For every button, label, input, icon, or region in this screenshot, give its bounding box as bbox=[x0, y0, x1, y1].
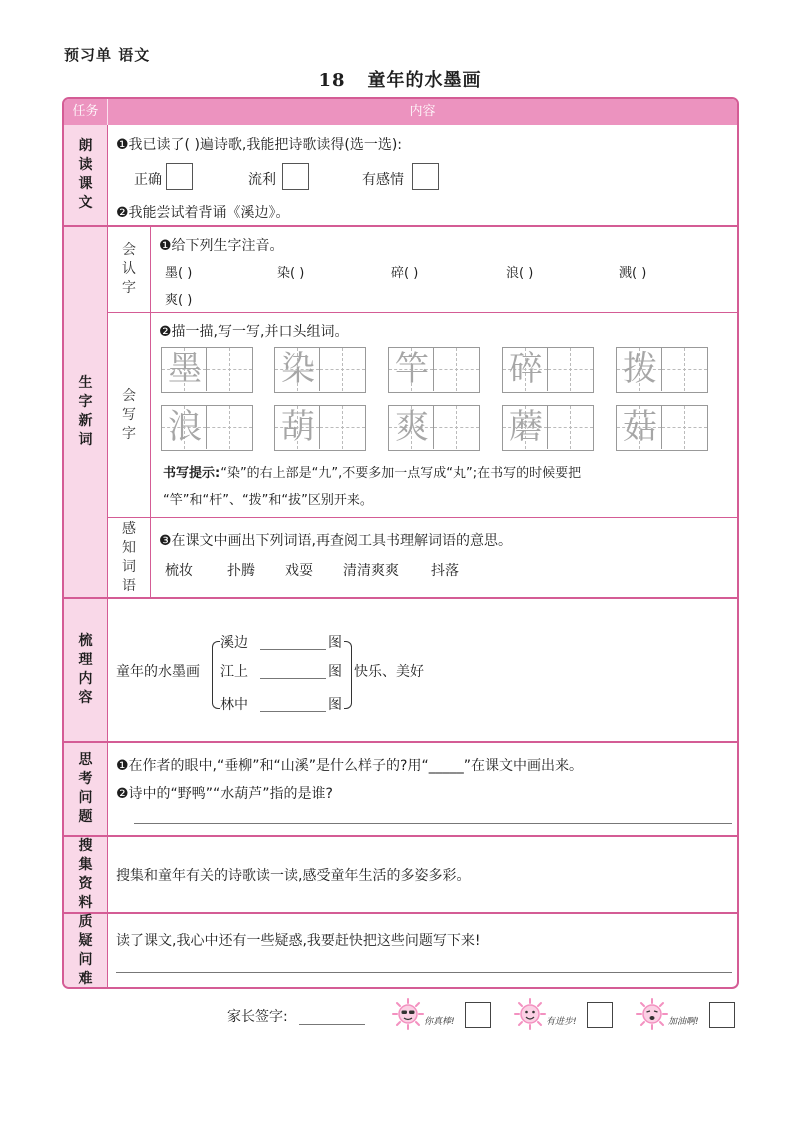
writing-grid[interactable] bbox=[274, 405, 366, 451]
outline-branch-suffix: 图 bbox=[328, 664, 342, 680]
outline-label: 梳理内容 bbox=[78, 633, 93, 706]
write-label: 会写字 bbox=[122, 387, 136, 442]
outline-section bbox=[107, 599, 737, 743]
sun-glasses-icon bbox=[392, 998, 424, 1030]
writing-grid[interactable] bbox=[388, 405, 480, 451]
vocab-word: 抖落 bbox=[431, 563, 459, 579]
outline-blank[interactable] bbox=[260, 711, 326, 712]
pinyin-item[interactable]: 溅( ) bbox=[619, 266, 647, 281]
page-title bbox=[0, 66, 800, 92]
thinking-label: 思考问题 bbox=[78, 752, 93, 825]
outline-blank[interactable] bbox=[260, 649, 326, 650]
perceive-label-cell bbox=[107, 518, 150, 599]
pinyin-item[interactable]: 墨( ) bbox=[165, 266, 193, 281]
vocab-word: 戏耍 bbox=[285, 563, 313, 579]
pinyin-item[interactable]: 浪( ) bbox=[506, 266, 534, 281]
trace-character: 碎 bbox=[509, 349, 543, 389]
praise-text: 你真棒! bbox=[424, 1017, 455, 1027]
pinyin-item[interactable]: 爽( ) bbox=[165, 293, 193, 308]
pinyin-item[interactable]: 碎( ) bbox=[391, 266, 419, 281]
vocab-word: 清清爽爽 bbox=[343, 563, 399, 579]
question-text: 读了课文,我心中还有一些疑惑,我要赶快把这些问题写下来! bbox=[116, 933, 481, 949]
collect-label-cell bbox=[64, 837, 107, 914]
trace-character: 浪 bbox=[168, 407, 202, 447]
trace-character: 蘑 bbox=[509, 407, 543, 447]
series-label: 预习单 语文 bbox=[64, 46, 151, 64]
left-brace bbox=[212, 641, 220, 709]
question-label: 质疑问难 bbox=[78, 913, 93, 987]
writing-grid[interactable] bbox=[616, 347, 708, 393]
writing-tip-line-2: “竿”和“杆”、“拨”和“拔”区别开来。 bbox=[163, 493, 373, 508]
thinking-section bbox=[107, 743, 737, 837]
pinyin-item[interactable]: 染( ) bbox=[277, 266, 305, 281]
outline-conclusion: 快乐、美好 bbox=[354, 664, 424, 680]
sun-cheer-icon bbox=[636, 998, 668, 1030]
option-fluent-label: 流利 bbox=[248, 172, 276, 188]
option-correct-label: 正确 bbox=[134, 172, 162, 188]
outline-branch-place: 溪边 bbox=[220, 635, 248, 651]
thinking-question-2: ❷诗中的“野鸭”“水葫芦”指的是谁? bbox=[116, 786, 333, 802]
recognize-label-cell bbox=[107, 227, 150, 313]
option-fluent-checkbox[interactable] bbox=[282, 163, 309, 190]
write-label-cell bbox=[107, 313, 150, 518]
reading-question-1: ❶我已读了( )遍诗歌,我能把诗歌读得(选一选): bbox=[116, 137, 403, 153]
reading-label: 朗读课文 bbox=[78, 138, 93, 211]
perceive-label: 感知词语 bbox=[122, 520, 136, 594]
answer-line[interactable] bbox=[134, 823, 732, 824]
outline-branch-suffix: 图 bbox=[328, 697, 342, 713]
vocab-word: 扑腾 bbox=[227, 563, 255, 579]
table-header bbox=[64, 99, 737, 125]
outline-root: 童年的水墨画 bbox=[116, 664, 200, 680]
trace-character: 染 bbox=[281, 349, 315, 389]
answer-line[interactable] bbox=[116, 972, 732, 973]
worksheet-table bbox=[62, 97, 739, 989]
signature-label: 家长签字: bbox=[227, 1009, 288, 1025]
question-label-cell bbox=[64, 914, 107, 987]
vocab-word: 梳妆 bbox=[165, 563, 193, 579]
outline-branch-suffix: 图 bbox=[328, 635, 342, 651]
recognize-label: 会认字 bbox=[122, 242, 136, 296]
reading-question-2: ❷我能尝试着背诵《溪边》。 bbox=[116, 205, 290, 221]
footer bbox=[0, 996, 800, 1036]
new-words-label-cell bbox=[64, 227, 107, 599]
collect-label: 搜集资料 bbox=[78, 837, 93, 911]
writing-grid[interactable] bbox=[502, 347, 594, 393]
writing-grid[interactable] bbox=[388, 347, 480, 393]
trace-character: 菇 bbox=[623, 407, 657, 447]
recognize-section bbox=[150, 227, 737, 313]
outline-branch-place: 林中 bbox=[220, 697, 248, 713]
praise-checkbox[interactable] bbox=[465, 1002, 491, 1028]
reading-label-cell bbox=[64, 125, 107, 227]
outline-branch-place: 江上 bbox=[220, 664, 248, 680]
praise-text: 加油啊! bbox=[668, 1017, 699, 1027]
lesson-number: 18 bbox=[318, 70, 346, 91]
perceive-section bbox=[150, 518, 737, 599]
praise-checkbox[interactable] bbox=[587, 1002, 613, 1028]
option-emotion-label: 有感情 bbox=[362, 172, 404, 188]
writing-grid[interactable] bbox=[274, 347, 366, 393]
writing-grid[interactable] bbox=[161, 405, 253, 451]
signature-line[interactable] bbox=[299, 1024, 365, 1025]
praise-text: 有进步! bbox=[546, 1017, 577, 1027]
writing-grid[interactable] bbox=[502, 405, 594, 451]
outline-blank[interactable] bbox=[260, 678, 326, 679]
collect-section bbox=[107, 837, 737, 914]
right-brace bbox=[344, 641, 352, 709]
trace-character: 拨 bbox=[623, 349, 657, 389]
outline-label-cell bbox=[64, 599, 107, 743]
option-emotion-checkbox[interactable] bbox=[412, 163, 439, 190]
thinking-question-1: ❶在作者的眼中,“垂柳”和“山溪”是什么样子的?用“_____”在课文中画出来。 bbox=[116, 758, 583, 774]
writing-grid[interactable] bbox=[161, 347, 253, 393]
collect-text: 搜集和童年有关的诗歌读一读,感受童年生活的多姿多彩。 bbox=[116, 868, 471, 884]
option-correct-checkbox[interactable] bbox=[166, 163, 193, 190]
reading-section bbox=[107, 125, 737, 227]
lesson-title: 童年的水墨画 bbox=[367, 70, 482, 91]
sun-smile-icon bbox=[514, 998, 546, 1030]
trace-character: 爽 bbox=[395, 407, 429, 447]
trace-character: 墨 bbox=[168, 349, 202, 389]
writing-tip-line-1: 书写提示:“染”的右上部是“九”,不要多加一点写成“丸”;在书写的时候要把 bbox=[163, 466, 582, 481]
trace-character: 竿 bbox=[395, 349, 429, 389]
question-section bbox=[107, 914, 737, 987]
content-header: 内容 bbox=[107, 99, 737, 125]
writing-grid[interactable] bbox=[616, 405, 708, 451]
task-header: 任务 bbox=[72, 104, 99, 119]
praise-checkbox[interactable] bbox=[709, 1002, 735, 1028]
perceive-instruction: ❸在课文中画出下列词语,再查阅工具书理解词语的意思。 bbox=[159, 533, 512, 549]
recognize-instruction: ❶给下列生字注音。 bbox=[159, 238, 284, 254]
new-words-label: 生字新词 bbox=[78, 375, 93, 448]
write-instruction: ❷描一描,写一写,并口头组词。 bbox=[159, 324, 349, 340]
trace-character: 葫 bbox=[281, 407, 315, 447]
thinking-label-cell bbox=[64, 743, 107, 837]
write-section bbox=[150, 313, 737, 518]
writing-tip-label: 书写提示: bbox=[163, 466, 221, 481]
